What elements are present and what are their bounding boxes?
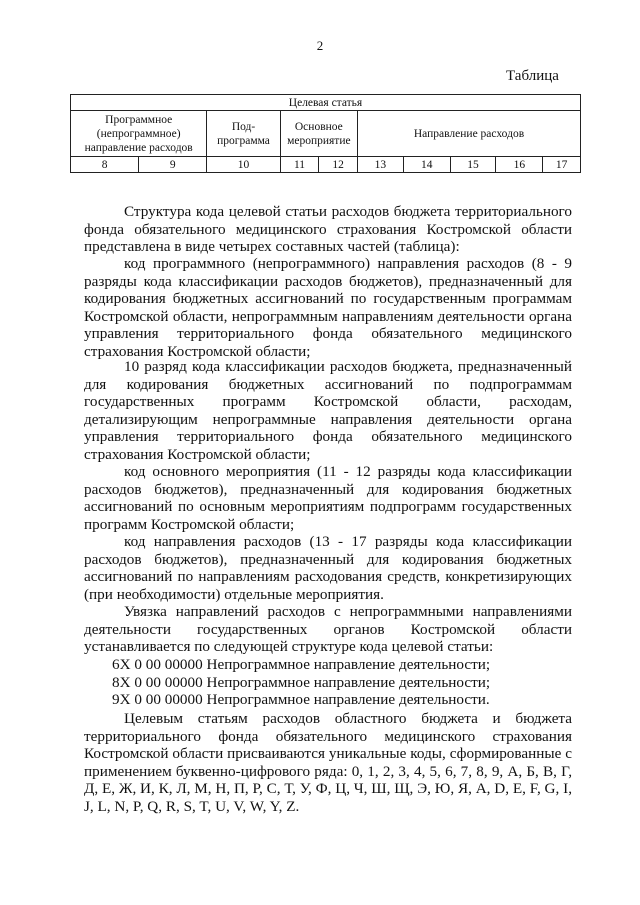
table-header-title: Целевая статья <box>71 95 581 111</box>
header-expense-direction: Направление расходов <box>358 111 581 157</box>
digit-cell: 15 <box>450 157 496 173</box>
paragraph: код направления расходов (13 - 17 разряды кода классификации расходов бюджетов), предназначенный для кодирования бюджетных ассигнований по направлениям расходования средств, конкретизирующих (при необходимости) отдельные мероприятия. <box>84 533 572 603</box>
paragraph-main-activity-code <box>84 463 572 533</box>
paragraph-program-code <box>84 255 572 360</box>
paragraph: код основного мероприятия (11 - 12 разряды кода классификации расходов бюджетов), предназначенный для кодирования бюджетных ассигнований по основным мероприятиям подпрограмм государственных программ Костромской области; <box>84 463 572 533</box>
header-main-activity: Основное мероприятие <box>280 111 357 157</box>
digit-cell: 16 <box>496 157 543 173</box>
code-line: 8Х 0 00 00000 Непрограммное направление деятельности; <box>112 673 491 691</box>
paragraph-subprogram-code <box>84 358 572 463</box>
paragraph: 10 разряд кода классификации расходов бюджета, предназначенный для кодирования бюджетных ассигнований по подпрограммам государственных программ Костромской области, расходам, детализирующим непрограммные направления деятельности органа управления территориального фонда обязательного медицинского страхования Костромской области; <box>84 358 572 463</box>
paragraph: код программного (непрограммного) направления расходов (8 - 9 разряды кода классификации расходов бюджетов), предназначенный для кодирования бюджетных ассигнований по государственным программам Костромской области, непрограммным направлениям деятельности органа управления территориального фонда обязательного медицинского страхования Костромской области; <box>84 255 572 360</box>
paragraph-unique-codes <box>84 710 572 815</box>
digit-cell: 12 <box>319 157 358 173</box>
digit-cell: 8 <box>71 157 139 173</box>
code-structure-table <box>70 94 581 173</box>
paragraph: Структура кода целевой статьи расходов бюджета территориального фонда обязательного медицинского страхования Костромской области представлена в виде четырех составных частей (таблица): <box>84 203 572 255</box>
code-line: 6Х 0 00 00000 Непрограммное направление деятельности; <box>112 656 491 673</box>
header-program-direction: Программное (непрограммное) направление расходов <box>71 111 207 157</box>
header-subprogram: Под-программа <box>207 111 280 157</box>
paragraph-linkage <box>84 603 572 656</box>
paragraph: Увязка направлений расходов с непрограммными направлениями деятельности государственных органов Костромской области устанавливается по следующей структуре кода целевой статьи: <box>84 603 572 655</box>
paragraph-intro <box>84 203 572 256</box>
digit-cell: 10 <box>207 157 280 173</box>
digit-cell: 17 <box>543 157 581 173</box>
digit-cell: 11 <box>280 157 319 173</box>
code-examples <box>84 656 572 709</box>
paragraph-direction-code <box>84 533 572 603</box>
page-number: 2 <box>316 38 324 53</box>
table-caption: Таблица <box>506 68 559 84</box>
code-line: 9Х 0 00 00000 Непрограммное направление деятельности. <box>112 691 490 708</box>
digit-cell: 13 <box>358 157 404 173</box>
paragraph: Целевым статьям расходов областного бюджета и бюджета территориального фонда обязательного медицинского страхования Костромской области присваиваются уникальные коды, сформированные с применением буквенно-цифрового ряда: 0, 1, 2, 3, 4, 5, 6, 7, 8, 9, А, Б, В, Г, Д, Е, Ж, И, К, Л, М, Н, П, Р, С, Т, У, Ф, Ц, Ч, Ш, Щ, Э, Ю, Я, A, D, E, F, G, I, J, L, N, P, Q, R, S, T, U, V, W, Y, Z. <box>84 710 572 815</box>
digit-cell: 9 <box>139 157 207 173</box>
digit-cell: 14 <box>403 157 450 173</box>
